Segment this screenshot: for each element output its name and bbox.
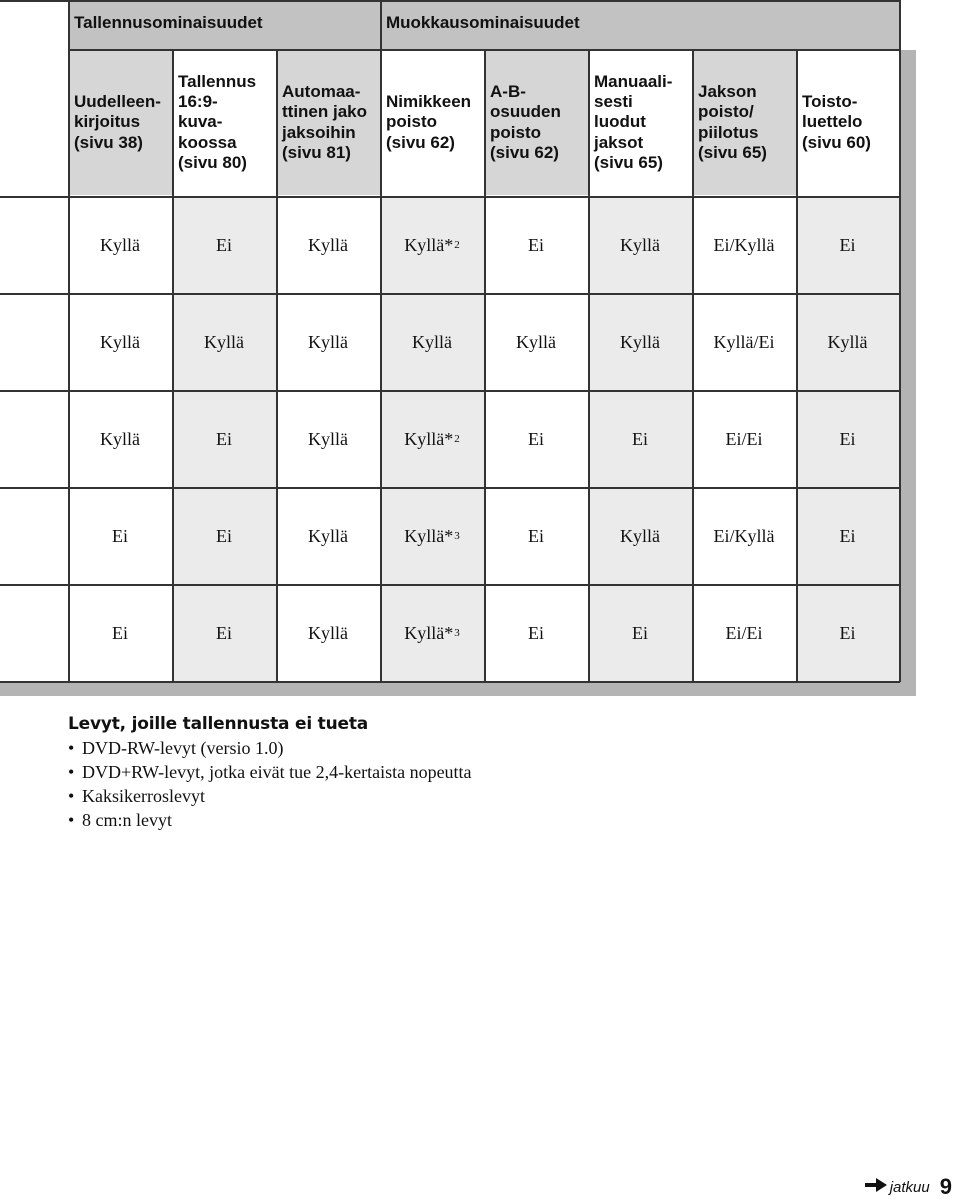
cell-value: Kyllä* <box>404 234 454 255</box>
cell-value: Ei/Ei <box>725 622 763 643</box>
cell-value: Kyllä <box>308 331 348 352</box>
cell-value: Kyllä <box>100 234 140 255</box>
cell-value: Kyllä <box>308 622 348 643</box>
table-cell <box>276 585 380 681</box>
list-item-text: DVD+RW-levyt, jotka eivät tue 2,4-kertaista nopeutta <box>82 762 472 782</box>
table-cell <box>796 391 899 487</box>
cell-value: Kyllä <box>204 331 244 352</box>
table-cell <box>380 391 484 487</box>
cell-value: Ei <box>528 428 544 449</box>
column-header <box>796 50 899 195</box>
recording-group-header: Tallennusominaisuudet <box>68 1 380 49</box>
bullet-icon: • <box>68 786 75 806</box>
table-cell <box>484 585 588 681</box>
table-cell <box>380 585 484 681</box>
list-item <box>68 784 502 808</box>
column-header-label: Automaa- ttinen jako jaksoihin (sivu 81) <box>282 81 368 162</box>
list-item <box>68 808 502 832</box>
table-cell <box>484 391 588 487</box>
cell-value: Ei <box>839 234 856 255</box>
table-cell <box>692 488 796 584</box>
grid-line-horizontal <box>0 681 900 683</box>
table-cell <box>796 197 899 293</box>
column-header <box>172 50 276 195</box>
cell-value: Kyllä <box>516 331 556 352</box>
column-header-label: A-B- osuuden poisto (sivu 62) <box>490 81 561 162</box>
list-item-text: 8 cm:n levyt <box>82 810 172 830</box>
column-header <box>484 50 588 195</box>
cell-value: Ei <box>216 525 232 546</box>
continues-label: jatkuu <box>889 1178 930 1196</box>
cell-value: Kyllä <box>827 331 868 352</box>
table-cell <box>68 197 172 293</box>
section-heading: Levyt, joille tallennusta ei tueta <box>68 714 369 734</box>
table-cell <box>692 391 796 487</box>
footnote-ref: 2 <box>454 433 460 445</box>
list-item <box>68 736 502 760</box>
cell-value: Kyllä <box>100 428 140 449</box>
table-cell <box>484 197 588 293</box>
table-cell <box>380 488 484 584</box>
grid-line-horizontal <box>0 196 900 198</box>
table-cell <box>68 585 172 681</box>
cell-value: Ei <box>839 622 856 643</box>
list-item-text: DVD-RW-levyt (versio 1.0) <box>82 738 284 758</box>
cell-value: Kyllä <box>620 331 660 352</box>
bullet-icon: • <box>68 810 75 830</box>
table-cell <box>68 488 172 584</box>
table-cell <box>172 294 276 390</box>
grid-line-horizontal <box>0 487 900 489</box>
table-cell <box>692 294 796 390</box>
unsupported-discs-list <box>68 736 502 832</box>
table-cell <box>172 585 276 681</box>
table-cell <box>68 391 172 487</box>
grid-line-horizontal <box>0 0 900 2</box>
editing-group-header: Muokkausominaisuudet <box>380 1 899 49</box>
cell-value: Ei <box>216 622 232 643</box>
table-cell <box>172 197 276 293</box>
cell-value: Kyllä <box>620 525 660 546</box>
table-cell <box>588 585 692 681</box>
table-cell <box>796 294 899 390</box>
table-cell <box>588 488 692 584</box>
cell-value: Ei/Kyllä <box>713 525 775 546</box>
column-header <box>588 50 692 195</box>
column-header-label: Nimikkeen poisto (sivu 62) <box>386 91 472 152</box>
cell-value: Ei <box>839 525 856 546</box>
cell-value: Kyllä <box>308 525 348 546</box>
page-footer <box>865 1174 952 1200</box>
column-header <box>68 50 172 195</box>
list-item-text: Kaksikerroslevyt <box>82 786 205 806</box>
grid-line-vertical <box>172 49 174 682</box>
column-header <box>276 50 380 195</box>
table-cell <box>172 391 276 487</box>
column-header-label: Tallennus 16:9- kuva- koossa (sivu 80) <box>178 71 257 173</box>
arrow-right-icon <box>865 1178 887 1197</box>
grid-line-vertical <box>899 0 901 682</box>
cell-value: Kyllä* <box>404 525 454 546</box>
cell-value: Ei/Kyllä <box>713 234 775 255</box>
cell-value: Ei <box>112 525 128 546</box>
table-cell <box>276 197 380 293</box>
cell-value: Ei <box>528 234 544 255</box>
table-cell <box>588 294 692 390</box>
grid-line-vertical <box>68 0 70 682</box>
bullet-icon: • <box>68 738 75 758</box>
footnote-ref: 3 <box>454 627 460 639</box>
table-cell <box>796 488 899 584</box>
grid-line-vertical <box>380 0 382 682</box>
cell-value: Ei <box>216 428 232 449</box>
grid-line-vertical <box>484 49 486 682</box>
table-cell <box>484 488 588 584</box>
cell-value: Kyllä* <box>404 622 454 643</box>
cell-value: Kyllä* <box>404 428 454 449</box>
cell-value: Ei/Ei <box>725 428 763 449</box>
table-cell <box>276 391 380 487</box>
column-header <box>692 50 796 195</box>
grid-line-horizontal <box>68 49 900 51</box>
table-cell <box>484 294 588 390</box>
cell-value: Ei <box>632 428 648 449</box>
grid-line-vertical <box>588 49 590 682</box>
footnote-ref: 2 <box>454 239 460 251</box>
table-cell <box>380 197 484 293</box>
table-cell <box>692 197 796 293</box>
grid-line-horizontal <box>0 293 900 295</box>
table-cell <box>796 585 899 681</box>
cell-value: Ei <box>839 428 856 449</box>
cell-value: Ei <box>528 622 544 643</box>
table-cell <box>692 585 796 681</box>
cell-value: Kyllä <box>308 428 348 449</box>
cell-value: Kyllä/Ei <box>713 331 775 352</box>
column-header <box>380 50 484 195</box>
cell-value: Kyllä <box>308 234 348 255</box>
column-header-label: Uudelleen- kirjoitus (sivu 38) <box>74 91 161 152</box>
unsupported-discs-section <box>68 714 502 832</box>
footnote-ref: 3 <box>454 530 460 542</box>
grid-line-vertical <box>692 49 694 682</box>
table-cell <box>588 391 692 487</box>
column-header-label: Manuaali- sesti luodut jaksot (sivu 65) <box>594 71 673 173</box>
grid-line-vertical <box>796 49 798 682</box>
cell-value: Kyllä <box>620 234 660 255</box>
grid-line-horizontal <box>0 584 900 586</box>
table-cell <box>172 488 276 584</box>
table-cell <box>276 294 380 390</box>
column-header-label: Jakson poisto/ piilotus (sivu 65) <box>698 81 767 162</box>
table-cell <box>588 197 692 293</box>
cell-value: Ei <box>112 622 128 643</box>
table-cell <box>276 488 380 584</box>
table-cell <box>68 294 172 390</box>
list-item <box>68 760 502 784</box>
cell-value: Kyllä <box>100 331 140 352</box>
bullet-icon: • <box>68 762 75 782</box>
page-number: 9 <box>939 1174 952 1199</box>
column-header-label: Toisto- luettelo (sivu 60) <box>802 91 871 152</box>
cell-value: Kyllä <box>412 331 452 352</box>
cell-value: Ei <box>528 525 544 546</box>
cell-value: Ei <box>216 234 232 255</box>
cell-value: Ei <box>632 622 648 643</box>
grid-line-horizontal <box>0 390 900 392</box>
table-cell <box>380 294 484 390</box>
grid-line-vertical <box>276 49 278 682</box>
